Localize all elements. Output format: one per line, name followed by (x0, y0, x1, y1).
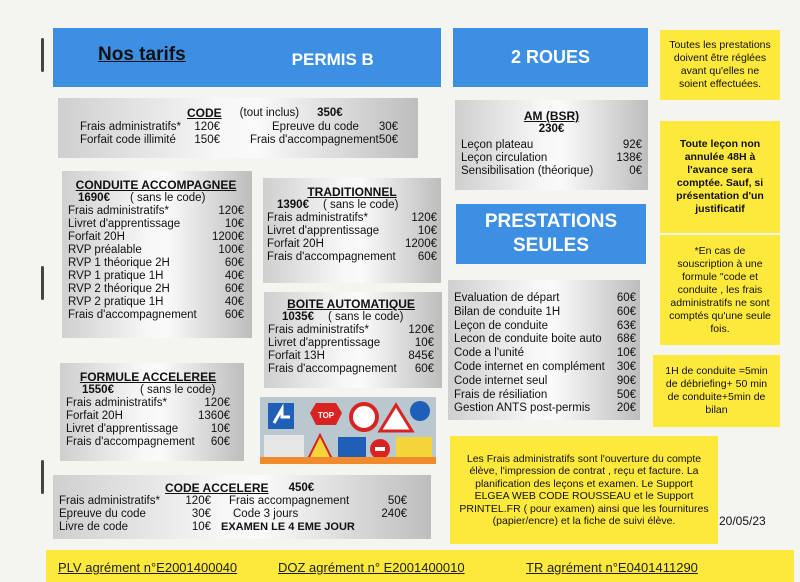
tr-agrement: TR agrément n°E0401411290 (526, 560, 698, 575)
code-accelere-price: 450€ (288, 482, 315, 494)
item-label: Frais administratifs* (268, 324, 369, 336)
price-row (454, 361, 636, 375)
price-row: Code 3 jours 240€ (233, 508, 407, 520)
item-price: 120€ (218, 205, 244, 217)
frais-admin-note: Les Frais administratifs sont l'ouverture du compte élève, l'impression de contrat , reçu et facture. La planification des leçons et examen. Le Support ELGEA WEB CODE ROUSSEAU et le Support PRINTEL.FR ( pour examen) ainsi que les fournitures (papier/encre) et la fiche de suivi élève. (450, 436, 718, 544)
code-title: CODE (187, 106, 222, 120)
item-price: 60€ (224, 257, 244, 269)
item-label: Leçon circulation (461, 152, 548, 164)
price-row (68, 218, 244, 231)
item-price: 10€ (417, 225, 437, 237)
price-row (68, 309, 244, 322)
item-price: 40€ (224, 296, 244, 308)
price-row (68, 244, 244, 257)
prestations-banner (456, 204, 646, 264)
item-label: Frais administratifs* (68, 205, 169, 217)
item-label: Code internet seul (454, 374, 548, 387)
item-price: 40€ (224, 270, 244, 282)
binder-hole-mark (41, 38, 44, 72)
price-row (66, 423, 230, 436)
exam-note: EXAMEN LE 4 EME JOUR (221, 521, 355, 533)
nos-tarifs-heading: Nos tarifs (98, 43, 186, 65)
road-signs-image (260, 397, 436, 464)
price-row (267, 225, 437, 238)
item-label: Gestion ANTS post-permis (454, 402, 591, 415)
permis-b-heading: PERMIS B (291, 49, 374, 69)
price-row: Frais administratifs* 120€ (80, 121, 220, 133)
price-row: Frais administratifs* 120€ (59, 495, 211, 507)
price-row (66, 436, 230, 449)
conduite-accompagnee-price: 1690€ (78, 192, 110, 204)
price-row (68, 257, 244, 270)
item-price: 1360€ (198, 410, 230, 422)
price-row (68, 205, 244, 218)
item-label: Evaluation de départ (454, 292, 560, 304)
item-price: 60€ (224, 309, 244, 321)
item-price: 1200€ (212, 231, 244, 243)
code-accelere-box (53, 475, 431, 539)
price-row (66, 397, 230, 410)
deux-roues-banner (453, 28, 648, 87)
cancel-note: Toute leçon non annulée 48H à l'avance sera comptée. Sauf, si présentation d'un justificatif (660, 121, 780, 233)
item-label: Frais administratifs* (267, 212, 368, 224)
boite-auto-list (268, 324, 434, 376)
item-label: RVP 1 pratique 1H (68, 270, 164, 282)
item-label: Livret d'apprentissage (267, 225, 380, 237)
item-label: Lecon de conduite boite auto (454, 333, 602, 346)
price-row (68, 283, 244, 296)
item-label: RVP préalable (68, 244, 142, 256)
price-row (454, 320, 636, 334)
price-row (267, 238, 437, 251)
item-price: 30€ (616, 360, 636, 373)
code-accelere-title: CODE ACCELERE (165, 481, 269, 495)
item-price: 90€ (616, 374, 636, 387)
price-row: Epreuve du code 30€ (272, 121, 398, 133)
item-price: 50€ (616, 388, 636, 401)
traditionnel-list (267, 212, 437, 264)
item-price: 10€ (414, 337, 434, 349)
conduite-accompagnee-list (68, 205, 244, 322)
item-price: 60€ (224, 283, 244, 295)
price-row (454, 306, 636, 320)
item-label: Frais de résiliation (454, 388, 548, 401)
item-price: 20€ (616, 402, 636, 415)
item-price: 10€ (616, 347, 636, 360)
prestations-box (448, 280, 640, 420)
item-label: Forfait 20H (68, 231, 125, 243)
prestations-list (454, 292, 636, 416)
item-price: 120€ (204, 397, 230, 409)
item-label: Livret d'apprentissage (68, 218, 181, 230)
deux-roues-heading: 2 ROUES (510, 47, 591, 67)
price-row (268, 350, 434, 363)
doz-agrement: DOZ agrément n° E2001400010 (278, 560, 465, 575)
price-row: Epreuve du code 30€ (59, 508, 211, 520)
item-label: Forfait 20H (66, 410, 123, 422)
item-price: 10€ (224, 218, 244, 230)
item-label: Frais administratifs* (66, 397, 167, 409)
formule-acceleree-box: FORMULE ACCELEREE 1550€ ( sans le code) Frais administratifs* 120€ Forfait 20H 1360€ Livret d'apprentissage 10€ Frais d'accompagnement 60€ (60, 363, 244, 461)
traditionnel-price: 1390€ (277, 199, 309, 211)
item-price: 0€ (629, 165, 642, 177)
item-price: 60€ (616, 305, 636, 318)
item-price: 845€ (408, 350, 434, 362)
boite-auto-price: 1035€ (282, 311, 314, 323)
price-row (268, 363, 434, 376)
traditionnel-box: TRADITIONNEL 1390€ ( sans le code) Frais administratifs* 120€ Livret d'apprentissage 10€ Forfait 20H 1200€ Frais d'accompagnement 60€ (263, 178, 441, 283)
souscription-note: *En cas de souscription à une formule "code et conduite , les frais administratifs ne sont comptés qu'une seule fois. (660, 235, 780, 345)
item-price: 120€ (408, 324, 434, 336)
price-row (454, 333, 636, 347)
am-bsr-list (461, 139, 642, 178)
item-label: Leçon plateau (461, 139, 534, 151)
price-row (268, 337, 434, 350)
code-accelere-right-list (221, 495, 407, 534)
price-row (454, 347, 636, 361)
price-row (68, 231, 244, 244)
svg-text:TOP: TOP (317, 411, 335, 420)
item-label: Frais d'accompagnement (267, 251, 396, 263)
item-price: 60€ (414, 363, 434, 375)
item-label: Forfait 13H (268, 350, 325, 362)
item-label: Bilan de conduite 1H (454, 305, 561, 318)
binder-hole-mark (41, 460, 44, 494)
price-row: Frais d'accompagnement 50€ (250, 134, 398, 146)
plv-agrement: PLV agrément n°E2001400040 (58, 560, 238, 575)
price-row (68, 270, 244, 283)
conduite-accompagnee-box: CONDUITE ACCOMPAGNEE 1690€ ( sans le code) Frais administratifs* 120€ Livret d'apprentissage 10€ Forfait 20H 1200€ RVP préalable 100€ RVP 1 théorique 2H 60€ RVP 1 pratique 1H 40€ RVP 2 théorique 2H 60€ RVP 2 pratique 1H 40€ Frais d'accompagnement 60€ (62, 171, 252, 338)
item-price: 10€ (210, 423, 230, 435)
item-label: RVP 2 pratique 1H (68, 296, 164, 308)
item-price: 92€ (622, 139, 642, 151)
prestations-heading: PRESTATIONS (484, 211, 618, 232)
item-price: 68€ (616, 333, 636, 346)
price-row (66, 410, 230, 423)
price-row (454, 389, 636, 403)
item-price: 1200€ (405, 238, 437, 250)
item-price: 100€ (218, 244, 244, 256)
price-row (454, 292, 636, 306)
formule-acceleree-price: 1550€ (82, 384, 114, 396)
price-row (268, 324, 434, 337)
binder-hole-mark (41, 266, 44, 300)
item-price: 138€ (616, 152, 642, 164)
heure-note: 1H de conduite =5min de débriefing+ 50 min de conduite+5min de bilan (653, 355, 780, 427)
conduite-accompagnee-title: CONDUITE ACCOMPAGNEE (75, 178, 237, 192)
permis-b-banner (53, 28, 441, 87)
price-row (461, 139, 642, 152)
item-label: RVP 2 théorique 2H (68, 283, 170, 295)
item-price: 60€ (616, 292, 636, 304)
price-row (267, 212, 437, 225)
item-label: Frais d'accompagnement (68, 309, 197, 321)
item-price: 63€ (616, 319, 636, 332)
code-box (58, 98, 418, 158)
item-label: RVP 1 théorique 2H (68, 257, 170, 269)
item-label: Livret d'apprentissage (66, 423, 179, 435)
boite-auto-title: BOITE AUTOMATIQUE (287, 297, 415, 311)
price-row: Forfait code illimité 150€ (80, 134, 220, 146)
road-signs-collage (260, 397, 436, 464)
am-bsr-box (455, 100, 648, 190)
price-row (267, 251, 437, 264)
code-subtitle: (tout inclus) (239, 107, 300, 119)
code-right-list (250, 121, 398, 147)
price-row (454, 402, 636, 416)
item-label: Code a l'unité (454, 347, 524, 360)
item-label: Frais d'accompagnement (66, 436, 195, 448)
price-row (461, 165, 642, 178)
item-price: 60€ (210, 436, 230, 448)
traditionnel-title: TRADITIONNEL (307, 185, 397, 199)
payment-note: Toutes les prestations doivent être réglées avant qu'elles ne soient effectuées. (660, 30, 780, 100)
formule-acceleree-title: FORMULE ACCELEREE (79, 370, 217, 384)
boite-auto-box: BOITE AUTOMATIQUE 1035€ ( sans le code) Frais administratifs* 120€ Livret d'apprentissage 10€ Forfait 13H 845€ Frais d'accompagnement 60€ (264, 292, 442, 388)
item-label: Forfait 20H (267, 238, 324, 250)
seules-heading: SEULES (512, 235, 590, 256)
code-price: 350€ (317, 107, 343, 119)
am-bsr-title: AM (BSR) (523, 109, 580, 123)
item-label: Sensibilisation (théorique) (461, 165, 594, 177)
item-label: Livret d'apprentissage (268, 337, 381, 349)
item-price: 60€ (417, 251, 437, 263)
price-row (461, 152, 642, 165)
item-label: Leçon de conduite (454, 319, 548, 332)
code-left-list (80, 121, 220, 147)
item-label: Frais d'accompagnement (268, 363, 397, 375)
am-bsr-price: 230€ (538, 123, 565, 135)
item-label: Code internet en complément (454, 360, 605, 373)
price-row (68, 296, 244, 309)
agrement-footer (46, 550, 794, 582)
formule-acceleree-list (66, 397, 230, 449)
item-price: 120€ (411, 212, 437, 224)
code-accelere-left-list (59, 495, 211, 534)
document-date: 20/05/23 (719, 514, 766, 528)
price-row: Frais accompagnement 50€ (229, 495, 407, 507)
price-row (454, 375, 636, 389)
price-row: Livre de code 10€ (59, 521, 211, 533)
